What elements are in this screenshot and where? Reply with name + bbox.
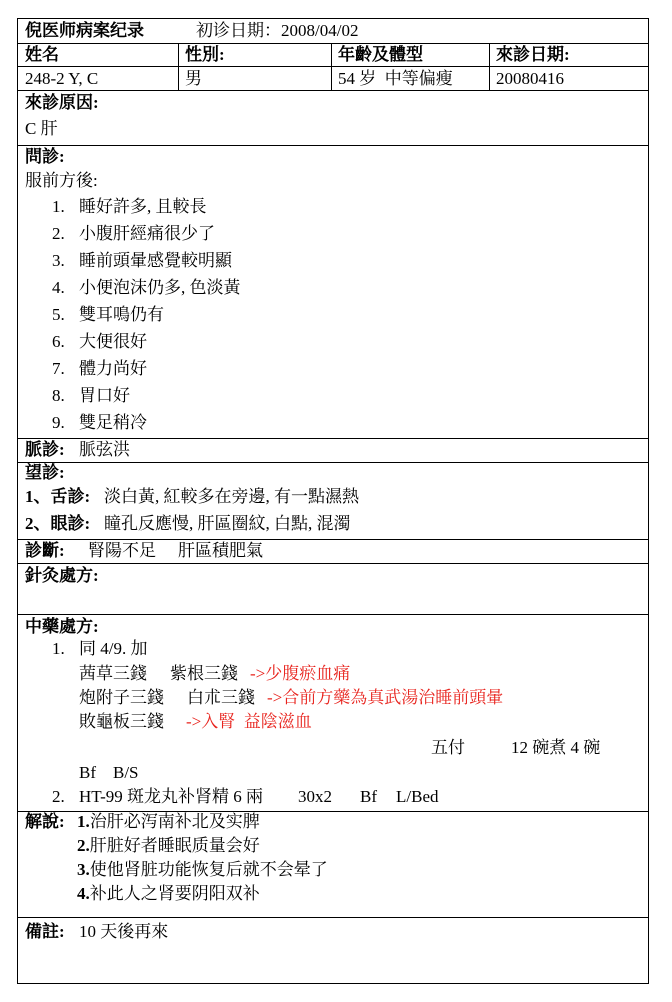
inspection-section — [18, 463, 648, 540]
list-item-number: 7. — [52, 359, 65, 378]
pulse-section — [18, 439, 648, 463]
eye-value: 瞳孔反應慢, 肝區圈紋, 白點, 混濁 — [104, 514, 351, 533]
eye-label: 2、眼診: — [25, 514, 91, 533]
timing: Bf — [79, 763, 96, 782]
list-item-number: 9. — [52, 413, 65, 432]
reason-value: C 肝 — [25, 119, 58, 138]
list-item-text: 小便泡沫仍多, 色淡黃 — [79, 278, 241, 297]
dosage-decoction: 12 碗煮 4 碗 — [511, 738, 601, 757]
pulse-label: 脈診: — [25, 440, 65, 459]
record-title: 倪医师病案纪录 — [25, 21, 144, 40]
list-item-text: 治肝必泻南补北及实脾 — [89, 812, 260, 831]
list-item-number: 5. — [52, 305, 65, 324]
list-item — [52, 197, 207, 217]
inquiry-label: 問診: — [25, 147, 65, 166]
first-visit-label: 初诊日期： — [196, 21, 281, 40]
dosage-packs: 五付 — [431, 738, 465, 757]
list-item — [77, 836, 260, 856]
herbal-label: 中藥處方: — [25, 617, 99, 636]
list-item-number: 3. — [52, 251, 65, 270]
prescription-quantity: 30x2 — [298, 787, 332, 806]
inquiry-intro: 服前方後: — [25, 171, 98, 190]
herb-note: ->合前方藥為真武湯治睡前頭暈 — [267, 688, 504, 707]
explanation-section — [18, 812, 648, 918]
list-item — [77, 812, 260, 832]
list-item-text: 體力尚好 — [79, 359, 147, 378]
visit-date-value: 20080416 — [496, 69, 564, 88]
patient-info-header-row — [18, 44, 648, 67]
remarks-section — [18, 918, 648, 983]
case-record-table — [17, 18, 649, 984]
list-item — [52, 278, 241, 298]
list-item-number: 6. — [52, 332, 65, 351]
list-item-text: 补此人之肾要阴阳双补 — [89, 884, 260, 903]
herb: 炮附子三錢 — [79, 688, 164, 707]
list-item — [52, 386, 130, 406]
diagnosis-value: 肝區積肥氣 — [178, 541, 263, 560]
prescription-number: 2. — [52, 787, 65, 806]
reason-label: 來診原因: — [25, 93, 99, 112]
inspection-label: 望診: — [25, 463, 65, 482]
list-item — [52, 305, 164, 325]
list-item-number: 1. — [77, 812, 90, 831]
list-item — [77, 884, 260, 904]
list-item-text: 大便很好 — [79, 332, 147, 351]
list-item — [52, 224, 215, 244]
list-item-text: 雙足稍冷 — [79, 413, 147, 432]
list-item — [52, 332, 147, 352]
explanation-label: 解說: — [25, 812, 65, 831]
first-visit-date: 2008/04/02 — [281, 21, 359, 40]
prescription-text: 同 4/9. 加 — [79, 639, 148, 658]
timing: L/Bed — [396, 787, 439, 806]
list-item-number: 2. — [52, 224, 65, 243]
diagnosis-label: 診斷: — [25, 541, 65, 560]
list-item-text: 使他肾脏功能恢复后就不会晕了 — [89, 860, 328, 879]
list-item-number: 4. — [77, 884, 90, 903]
list-item-text: 睡前頭暈感覺較明顯 — [79, 251, 232, 270]
pulse-value: 脈弦洪 — [79, 440, 130, 459]
list-item-text: 肝脏好者睡眠质量会好 — [89, 836, 260, 855]
list-item-text: 睡好許多, 且較長 — [79, 197, 207, 216]
timing: Bf — [360, 787, 377, 806]
timing: B/S — [113, 763, 139, 782]
list-item — [77, 860, 328, 880]
remarks-label: 備註: — [25, 922, 65, 941]
herbal-section — [18, 615, 648, 812]
diagnosis-section — [18, 540, 648, 564]
tongue-label: 1、舌診: — [25, 487, 91, 506]
herb-note: ->入腎 益陰滋血 — [186, 712, 312, 731]
title-row — [18, 19, 648, 44]
list-item-number: 8. — [52, 386, 65, 405]
acupuncture-label: 針灸處方: — [25, 566, 99, 585]
herb: 茜草三錢 — [79, 664, 147, 683]
list-item — [52, 251, 232, 271]
visit-date-header: 來診日期: — [496, 45, 570, 64]
prescription-text: HT-99 斑龙丸补肾精 6 兩 — [79, 787, 264, 806]
prescription-number: 1. — [52, 639, 65, 658]
name-header: 姓名 — [18, 44, 179, 66]
list-item — [52, 413, 147, 433]
list-item-number: 4. — [52, 278, 65, 297]
list-item-number: 3. — [77, 860, 90, 879]
herb: 敗龜板三錢 — [79, 712, 164, 731]
age-build-value: 54 岁 中等偏瘦 — [332, 67, 490, 90]
age-build-header: 年齡及體型 — [332, 44, 490, 66]
gender-value: 男 — [179, 67, 332, 90]
list-item-text: 胃口好 — [79, 386, 130, 405]
list-item — [52, 359, 147, 379]
patient-info-value-row — [18, 67, 648, 91]
list-item-text: 雙耳鳴仍有 — [79, 305, 164, 324]
list-item-text: 小腹肝經痛很少了 — [79, 224, 215, 243]
gender-header: 性別: — [179, 44, 332, 66]
list-item-number: 1. — [52, 197, 65, 216]
remarks-value: 10 天後再來 — [79, 922, 169, 941]
inquiry-section — [18, 146, 648, 439]
first-visit — [196, 21, 358, 41]
reason-section — [18, 91, 648, 146]
herb: 紫根三錢 — [170, 664, 238, 683]
diagnosis-value: 腎陽不足 — [88, 541, 156, 560]
acupuncture-section — [18, 564, 648, 615]
name-value: 248-2 Y, C — [18, 67, 179, 90]
herb-note: ->少腹瘀血痛 — [250, 664, 351, 683]
list-item-number: 2. — [77, 836, 90, 855]
herb: 白朮三錢 — [187, 688, 255, 707]
tongue-value: 淡白黃, 紅較多在旁邊, 有一點濕熱 — [104, 487, 359, 506]
